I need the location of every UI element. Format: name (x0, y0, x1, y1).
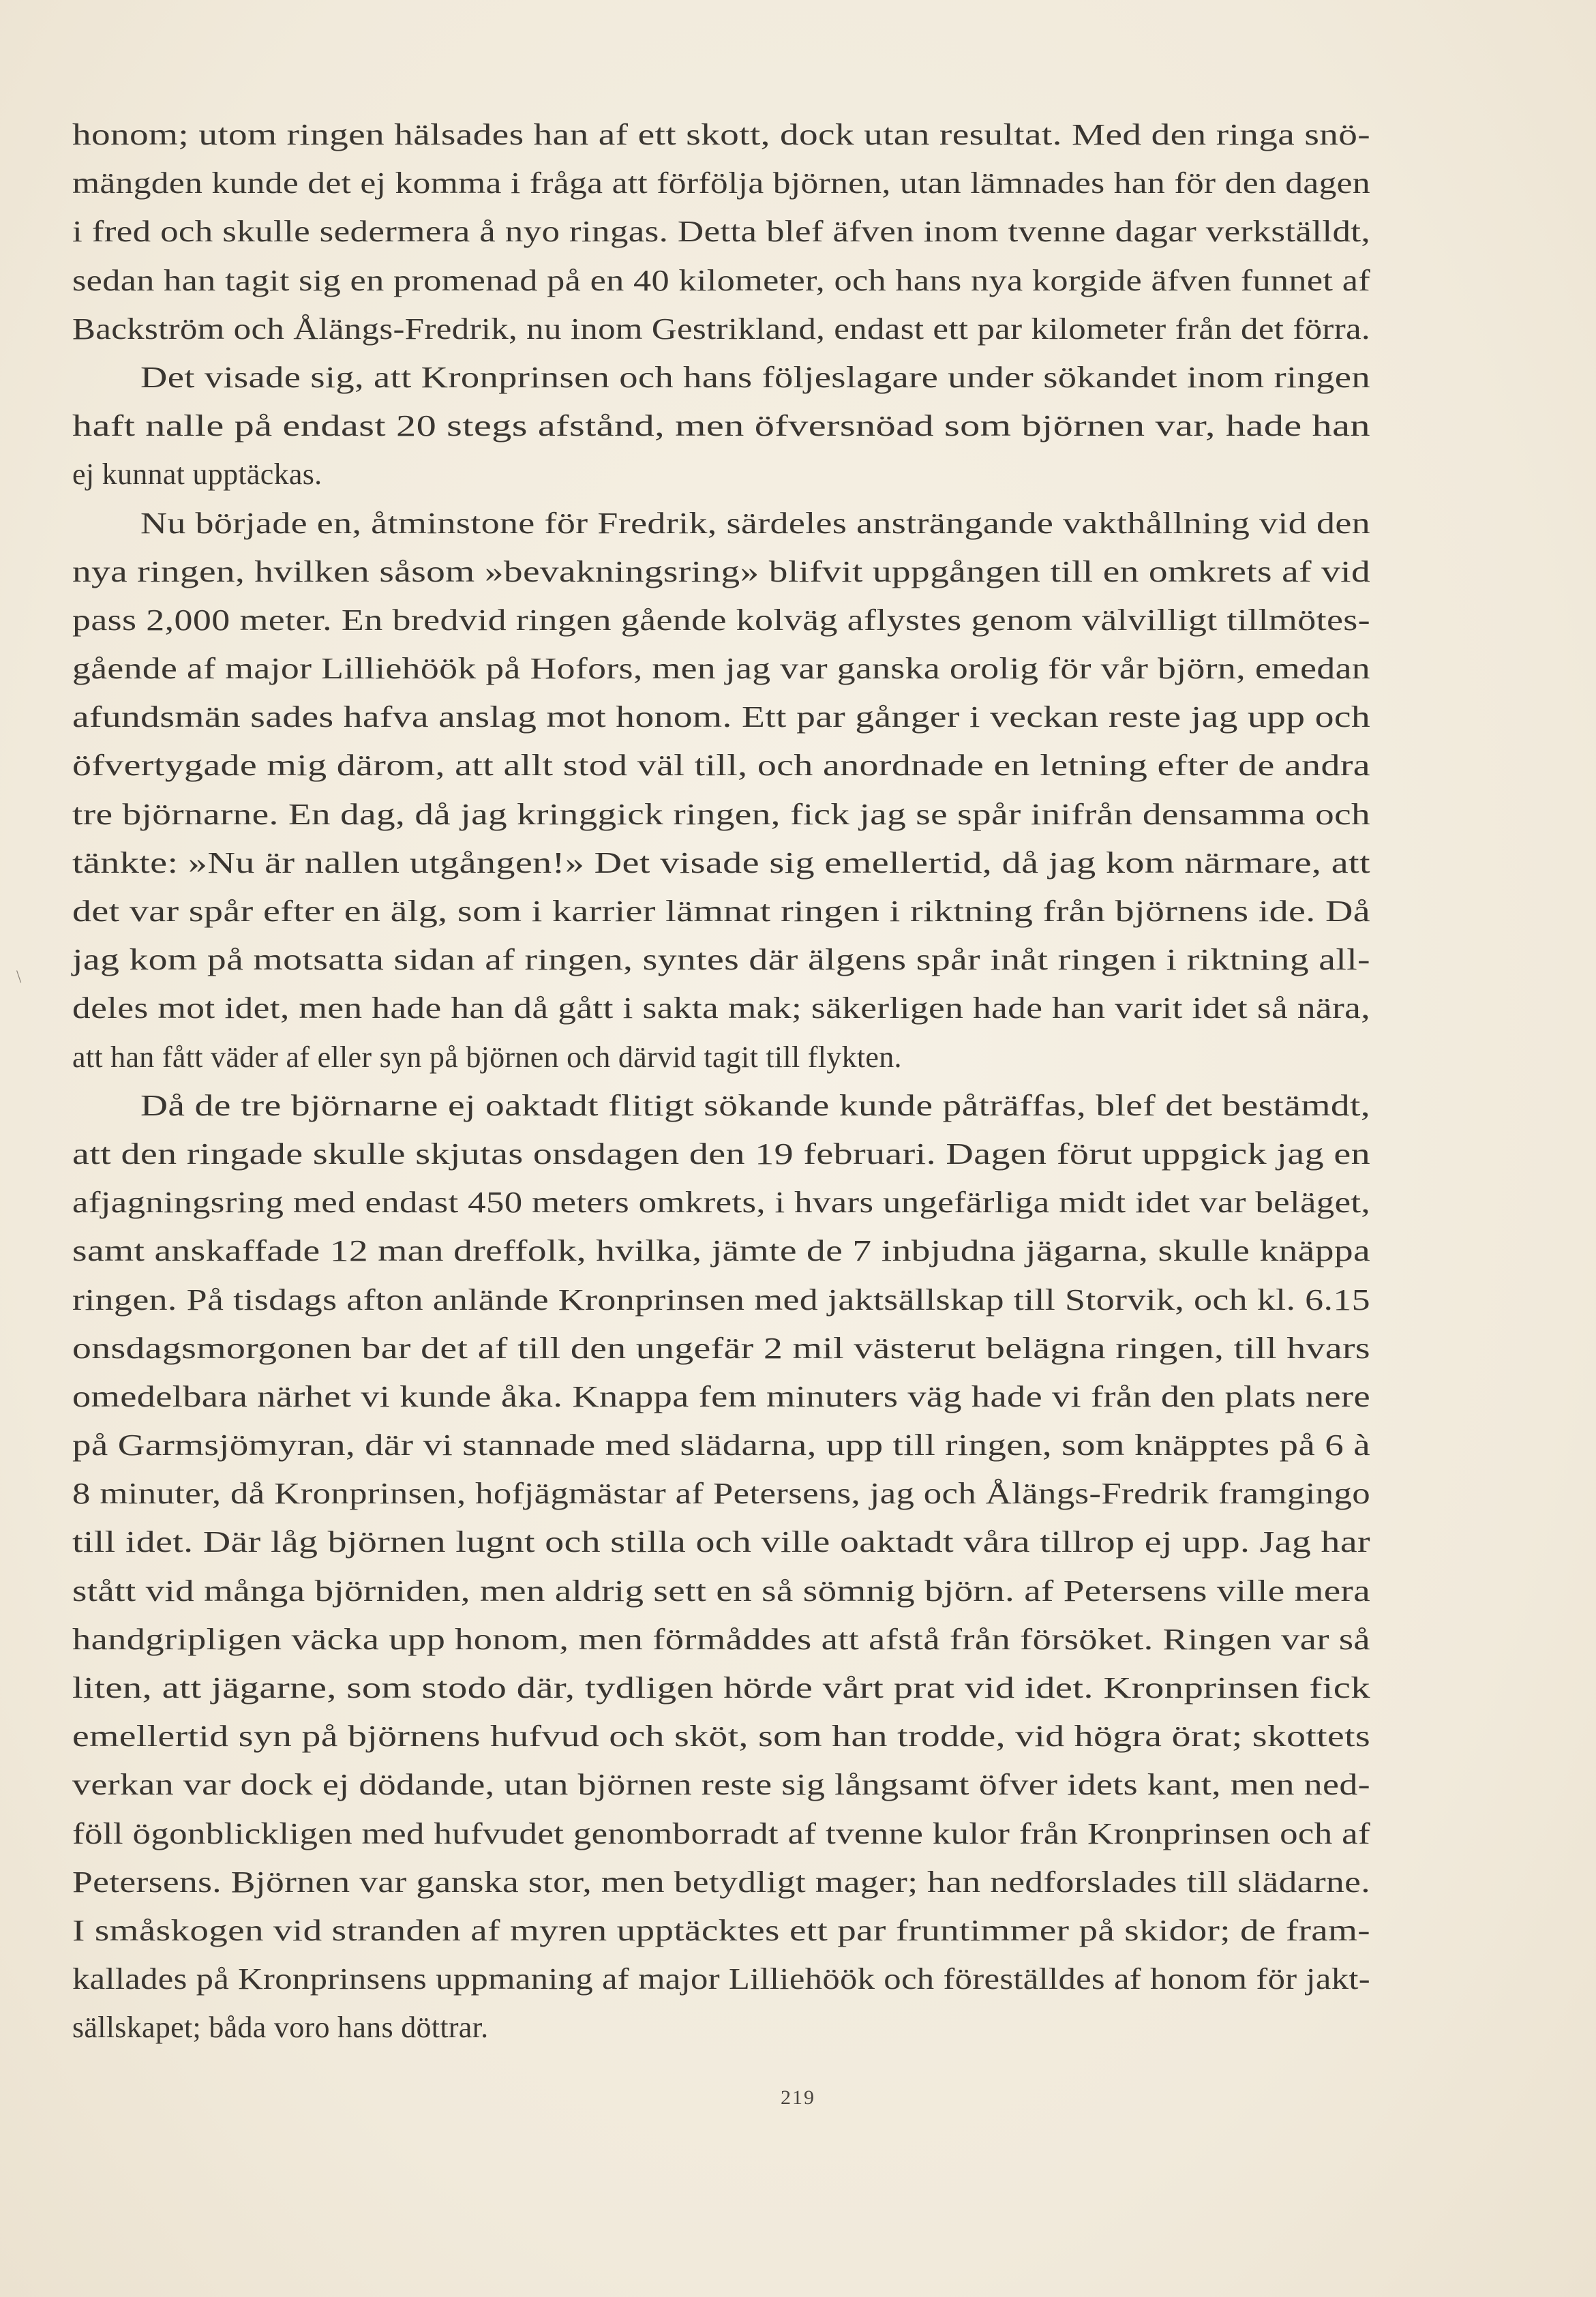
text-line (72, 402, 1370, 450)
text-line-content: samt anskaffade 12 man dreffolk, hvilka, jämte de 7 inbjudna jägarna, skulle knäppa (72, 1234, 1370, 1268)
text-line (72, 1664, 1370, 1712)
text-line (72, 450, 1370, 498)
text-line (72, 353, 1370, 402)
margin-tick-mark: \ (16, 967, 22, 987)
text-line-content: sällskapet; båda voro hans döttrar. (72, 2011, 489, 2045)
text-line (72, 1712, 1370, 1760)
text-line (72, 1421, 1370, 1469)
text-line (72, 1130, 1370, 1178)
body-text (72, 110, 1370, 2052)
text-line-content: ej kunnat upptäckas. (72, 457, 322, 492)
text-line (72, 790, 1370, 839)
text-line (72, 1178, 1370, 1227)
text-line-content: tänkte: »Nu är nallen utgången!» Det visade sig emellertid, då jag kom närmare, att (72, 845, 1371, 880)
text-line-content: att den ringade skulle skjutas onsdagen den 19 februari. Dagen förut uppgick jag en (72, 1137, 1370, 1171)
text-line-content: gående af major Lilliehöök på Hofors, men jag var ganska orolig för vår björn, emedan (72, 652, 1370, 686)
text-line-content: handgripligen väcka upp honom, men förmåddes att afstå från försöket. Ringen var så (72, 1622, 1371, 1656)
text-line (72, 1276, 1370, 1324)
text-line (72, 693, 1370, 741)
text-line-content: liten, att jägarne, som stodo där, tydligen hörde vårt prat vid idet. Kronprinsen fick (72, 1671, 1370, 1705)
text-line-content: Petersens. Björnen var ganska stor, men betydligt mager; han nedforslades till slädarne. (72, 1865, 1370, 1899)
text-line (72, 110, 1370, 159)
text-line (72, 1081, 1370, 1130)
text-line-content: på Garmsjömyran, där vi stannade med slädarna, upp till ringen, som knäpptes på 6 à (72, 1428, 1370, 1462)
text-line (72, 499, 1370, 547)
text-line-content: öfvertygade mig därom, att allt stod väl till, och anordnade en letning efter de andra (72, 749, 1370, 783)
text-line-content: Då de tre björnarne ej oaktadt flitigt sökande kunde påträffas, blef det bestämdt, (140, 1088, 1370, 1122)
text-line-content: honom; utom ringen hälsades han af ett skott, dock utan resultat. Med den ringa snö- (72, 118, 1370, 151)
text-line (72, 935, 1370, 984)
text-line (72, 159, 1370, 207)
text-line-content: Det visade sig, att Kronprinsen och hans följeslagare under sökandet inom ringen (140, 360, 1370, 394)
text-line-content: föll ögonblickligen med hufvudet genomborradt af tvenne kulor från Kronprinsen och af (72, 1816, 1370, 1850)
text-line-content: i fred och skulle sedermera å nyo ringas. Detta blef äfven inom tvenne dagar verkställdt, (72, 215, 1370, 249)
text-line-content: till idet. Där låg björnen lugnt och stilla och ville oaktadt våra tillrop ej upp. Jag har (72, 1525, 1370, 1559)
text-line (72, 839, 1370, 887)
text-line (72, 1227, 1370, 1275)
text-line-content: nya ringen, hvilken såsom »bevakningsring» blifvit uppgången till en omkrets af vid (72, 554, 1371, 588)
text-line (72, 644, 1370, 693)
text-line (72, 741, 1370, 790)
text-line (72, 256, 1370, 305)
text-line (72, 1615, 1370, 1664)
text-line-content: pass 2,000 meter. En bredvid ringen gående kolväg aflystes genom välvilligt tillmötes- (72, 603, 1370, 637)
text-line (72, 207, 1370, 256)
text-line (72, 1906, 1370, 1955)
text-line (72, 1518, 1370, 1566)
text-line-content: Backström och Ålängs-Fredrik, nu inom Gestrikland, endast ett par kilometer från det förra. (72, 312, 1370, 346)
text-line-content: emellertid syn på björnens hufvud och sköt, som han trodde, vid högra örat; skottets (72, 1720, 1370, 1754)
text-line-content: afundsmän sades hafva anslag mot honom. Ett par gånger i veckan reste jag upp och (72, 700, 1370, 734)
text-line (72, 1567, 1370, 1615)
text-line-content: I småskogen vid stranden af myren upptäcktes ett par fruntimmer på skidor; de fram- (72, 1913, 1370, 1947)
text-line-content: 8 minuter, då Kronprinsen, hofjägmästar af Petersens, jag och Ålängs-Fredrik framgingo (72, 1477, 1370, 1511)
text-line-content: afjagningsring med endast 450 meters omkrets, i hvars ungefärliga midt idet var beläget, (72, 1186, 1370, 1220)
text-line-content: kallades på Kronprinsens uppmaning af major Lilliehöök och föreställdes af honom för jakt- (72, 1962, 1371, 1996)
text-line (72, 1469, 1370, 1518)
text-line (72, 1372, 1370, 1421)
text-line (72, 305, 1370, 353)
text-line (72, 547, 1370, 596)
text-line-content: tre björnarne. En dag, då jag kringgick ringen, fick jag se spår inifrån densamma och (72, 797, 1370, 831)
text-line (72, 2003, 1370, 2052)
text-line-content: deles mot idet, men hade han då gått i sakta mak; säkerligen hade han varit idet så nära, (72, 991, 1371, 1025)
text-line (72, 596, 1370, 644)
text-line (72, 1810, 1370, 1858)
text-line-content: omedelbara närhet vi kunde åka. Knappa fem minuters väg hade vi från den plats nere (72, 1379, 1370, 1413)
text-line (72, 1858, 1370, 1906)
text-line-content: mängden kunde det ej komma i fråga att förfölja björnen, utan lämnades han för den dagen (72, 166, 1370, 200)
text-line (72, 1033, 1370, 1081)
text-line (72, 1324, 1370, 1372)
text-line-content: stått vid många björniden, men aldrig sett en så sömnig björn. af Petersens ville mera (72, 1574, 1370, 1608)
page-number: 219 (781, 2086, 815, 2109)
text-line (72, 1955, 1370, 2003)
text-line-content: att han fått väder af eller syn på björnen och därvid tagit till flykten. (72, 1040, 902, 1074)
text-line-content: onsdagsmorgonen bar det af till den ungefär 2 mil västerut belägna ringen, till hvars (72, 1331, 1370, 1365)
text-line-content: det var spår efter en älg, som i karrier lämnat ringen i riktning från björnens ide. Då (72, 895, 1370, 928)
text-line-content: Nu började en, åtminstone för Fredrik, särdeles ansträngande vakthållning vid den (140, 506, 1370, 540)
text-line-content: ringen. På tisdags afton anlände Kronprinsen med jaktsällskap till Storvik, och kl. 6.15 (72, 1282, 1370, 1317)
text-line-content: verkan var dock ej dödande, utan björnen reste sig långsamt öfver idets kant, men ned- (72, 1768, 1370, 1802)
text-line-content: sedan han tagit sig en promenad på en 40 kilometer, och hans nya korgide äfven funnet af (72, 263, 1370, 297)
text-line (72, 984, 1370, 1032)
text-line-content: jag kom på motsatta sidan af ringen, syntes där älgens spår inåt ringen i riktning all- (72, 943, 1371, 977)
text-line (72, 887, 1370, 935)
text-line (72, 1760, 1370, 1809)
text-line-content: haft nalle på endast 20 stegs afstånd, men öfversnöad som björnen var, hade han (72, 409, 1370, 443)
